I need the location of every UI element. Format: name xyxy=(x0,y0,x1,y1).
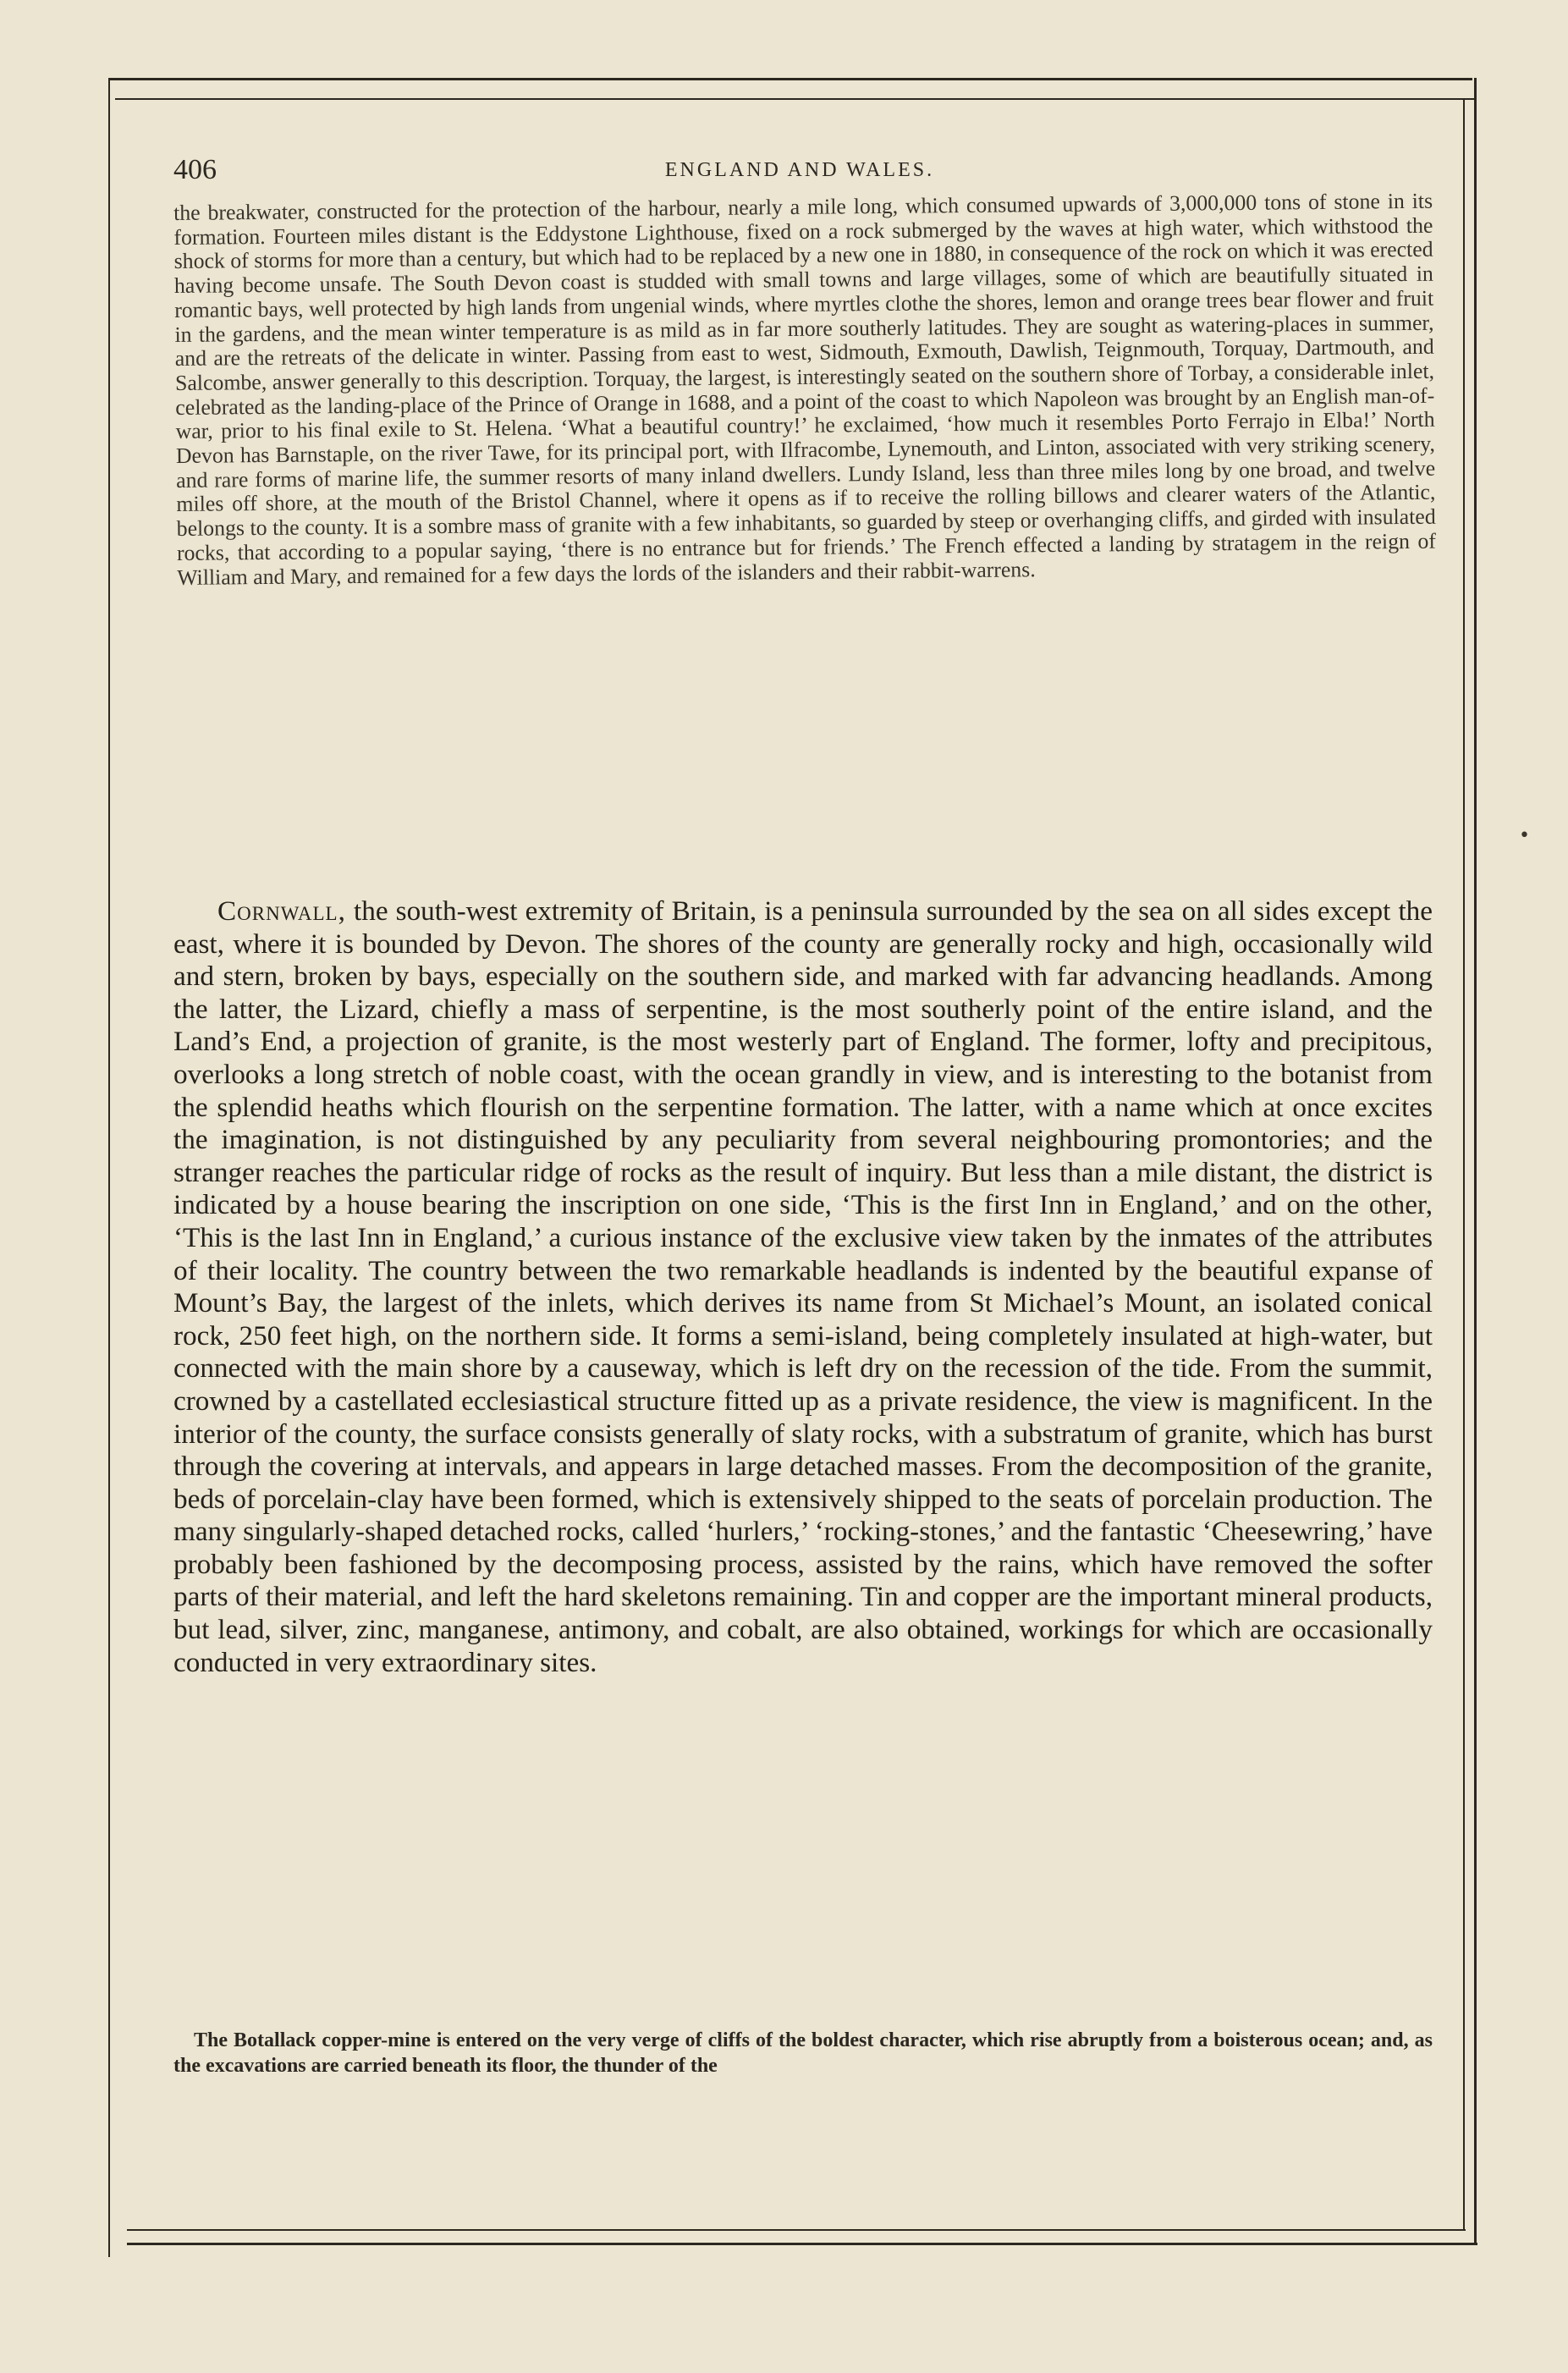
margin-mark: • xyxy=(1519,825,1530,846)
cornwall-paragraph xyxy=(173,895,1433,1679)
bottom-outer-rule xyxy=(127,2243,1477,2245)
continuation-paragraph-block xyxy=(173,190,1436,591)
page-number: 406 xyxy=(173,154,217,185)
right-inner-rule xyxy=(1463,98,1465,2231)
footnote-block xyxy=(173,2028,1433,2078)
top-inner-rule xyxy=(115,98,1474,100)
right-outer-rule xyxy=(1474,78,1477,2244)
top-outer-rule xyxy=(108,78,1472,80)
continuation-paragraph: the breakwater, constructed for the protection of the harbour, nearly a mile long, which consumed upwards of 3,000,000 tons of stone in its formation. Fourteen miles distant is the Eddystone Lighthouse, fixed on a rock submerged by the waves at high water, which withstood the shock of storms for more than a century, but which had to be replaced by a new one in 1880, in consequence of the rock on which it was erected having become unsafe. The South Devon coast is studded with small towns and large villages, some of which are beautifully situated in romantic bays, well protected by high lands from ungenial winds, where myrtles clothe the shores, lemon and orange trees bear flower and fruit in the gardens, and the mean winter temperature is as mild as in far more southerly latitudes. They are sought as watering-places in summer, and are the retreats of the delicate in winter. Passing from east to west, Sidmouth, Exmouth, Dawlish, Teignmouth, Torquay, Dartmouth, and Salcombe, answer generally to this description. Torquay, the largest, is interestingly seated on the southern shore of Torbay, a considerable inlet, celebrated as the landing-place of the Prince of Orange in 1688, and a point of the coast to which Napoleon was brought by an English man-of-war, prior to his final exile to St. Helena. ‘What a beautiful country!’ he exclaimed, ‘how much it resembles Porto Ferrajo in Elba!’ North Devon has Barnstaple, on the river Tawe, for its principal port, with Ilfracombe, Lynemouth, and Linton, associated with very striking scenery, and rare forms of marine life, the summer resorts of many inland dwellers. Lundy Island, less than three miles long by one broad, and twelve miles off shore, at the mouth of the Bristol Channel, where it opens as if to receive the rolling billows and clearer waters of the Atlantic, belongs to the county. It is a sombre mass of granite with a few inhabitants, so guarded by steep or overhanging cliffs, and girded with insulated rocks, that according to a popular saying, ‘there is no entrance but for friends.’ The French effected a landing by stratagem in the reign of William and Mary, and remained for a few days the lords of the islanders and their rabbit-warrens. xyxy=(173,188,1437,590)
main-paragraph-block xyxy=(173,895,1433,1679)
lead-word: Cornwall, xyxy=(217,895,346,927)
page-header xyxy=(173,154,1426,195)
bottom-inner-rule xyxy=(127,2229,1466,2231)
botallack-note: The Botallack copper-mine is entered on the very verge of cliffs of the boldest character, which rise abruptly from a boisterous ocean; and, as the excavations are carried beneath its floor, the thunder of the xyxy=(173,2029,1433,2077)
left-border-rule xyxy=(108,78,110,2257)
cornwall-paragraph-text: the south-west extremity of Britain, is a peninsula surrounded by the sea on all sides except the east, where it is bounded by Devon. The shores of the county are generally rocky and high, occasionally wild and stern, broken by bays, especially on the southern side, and marked with far advancing headlands. Among the latter, the Lizard, chiefly a mass of serpentine, is the most southerly point of the entire island, and the Land’s End, a projection of granite, is the most westerly part of England. The former, lofty and precipitous, overlooks a long stretch of noble coast, with the ocean grandly in view, and is interesting to the botanist from the splendid heaths which flourish on the serpentine formation. The latter, with a name which at once excites the imagination, is not distinguished by any peculiarity from several neighbouring promontories; and the stranger reaches the particular ridge of rocks as the result of inquiry. But less than a mile distant, the district is indicated by a house bearing the inscription on one side, ‘This is the first Inn in England,’ and on the other, ‘This is the last Inn in England,’ a curious instance of the exclusive view taken by the inmates of the attributes of their locality. The country between the two remarkable headlands is indented by the beautiful expanse of Mount’s Bay, the largest of the inlets, which derives its name from St Michael’s Mount, an isolated conical rock, 250 feet high, on the northern side. It forms a semi-island, being completely insulated at high-water, but connected with the main shore by a causeway, which is left dry on the recession of the tide. From the summit, crowned by a castellated ecclesiastical structure fitted up as a private residence, the view is magnificent. In the interior of the county, the surface consists generally of slaty rocks, with a substratum of granite, which has burst through the covering at intervals, and appears in large detached masses. From the decomposition of the granite, beds of porcelain-clay have been formed, which is extensively shipped to the seats of porcelain production. The many singularly-shaped detached rocks, called ‘hurlers,’ ‘rocking-stones,’ and the fantastic ‘Cheesewring,’ have probably been fashioned by the decomposing process, assisted by the rains, which have removed the softer parts of their material, and left the hard skeletons remaining. Tin and copper are the important mineral products, but lead, silver, zinc, manganese, antimony, and cobalt, are also obtained, workings for which are occasionally conducted in very extraordinary sites. xyxy=(173,895,1433,1678)
running-head: ENGLAND AND WALES. xyxy=(664,159,935,181)
